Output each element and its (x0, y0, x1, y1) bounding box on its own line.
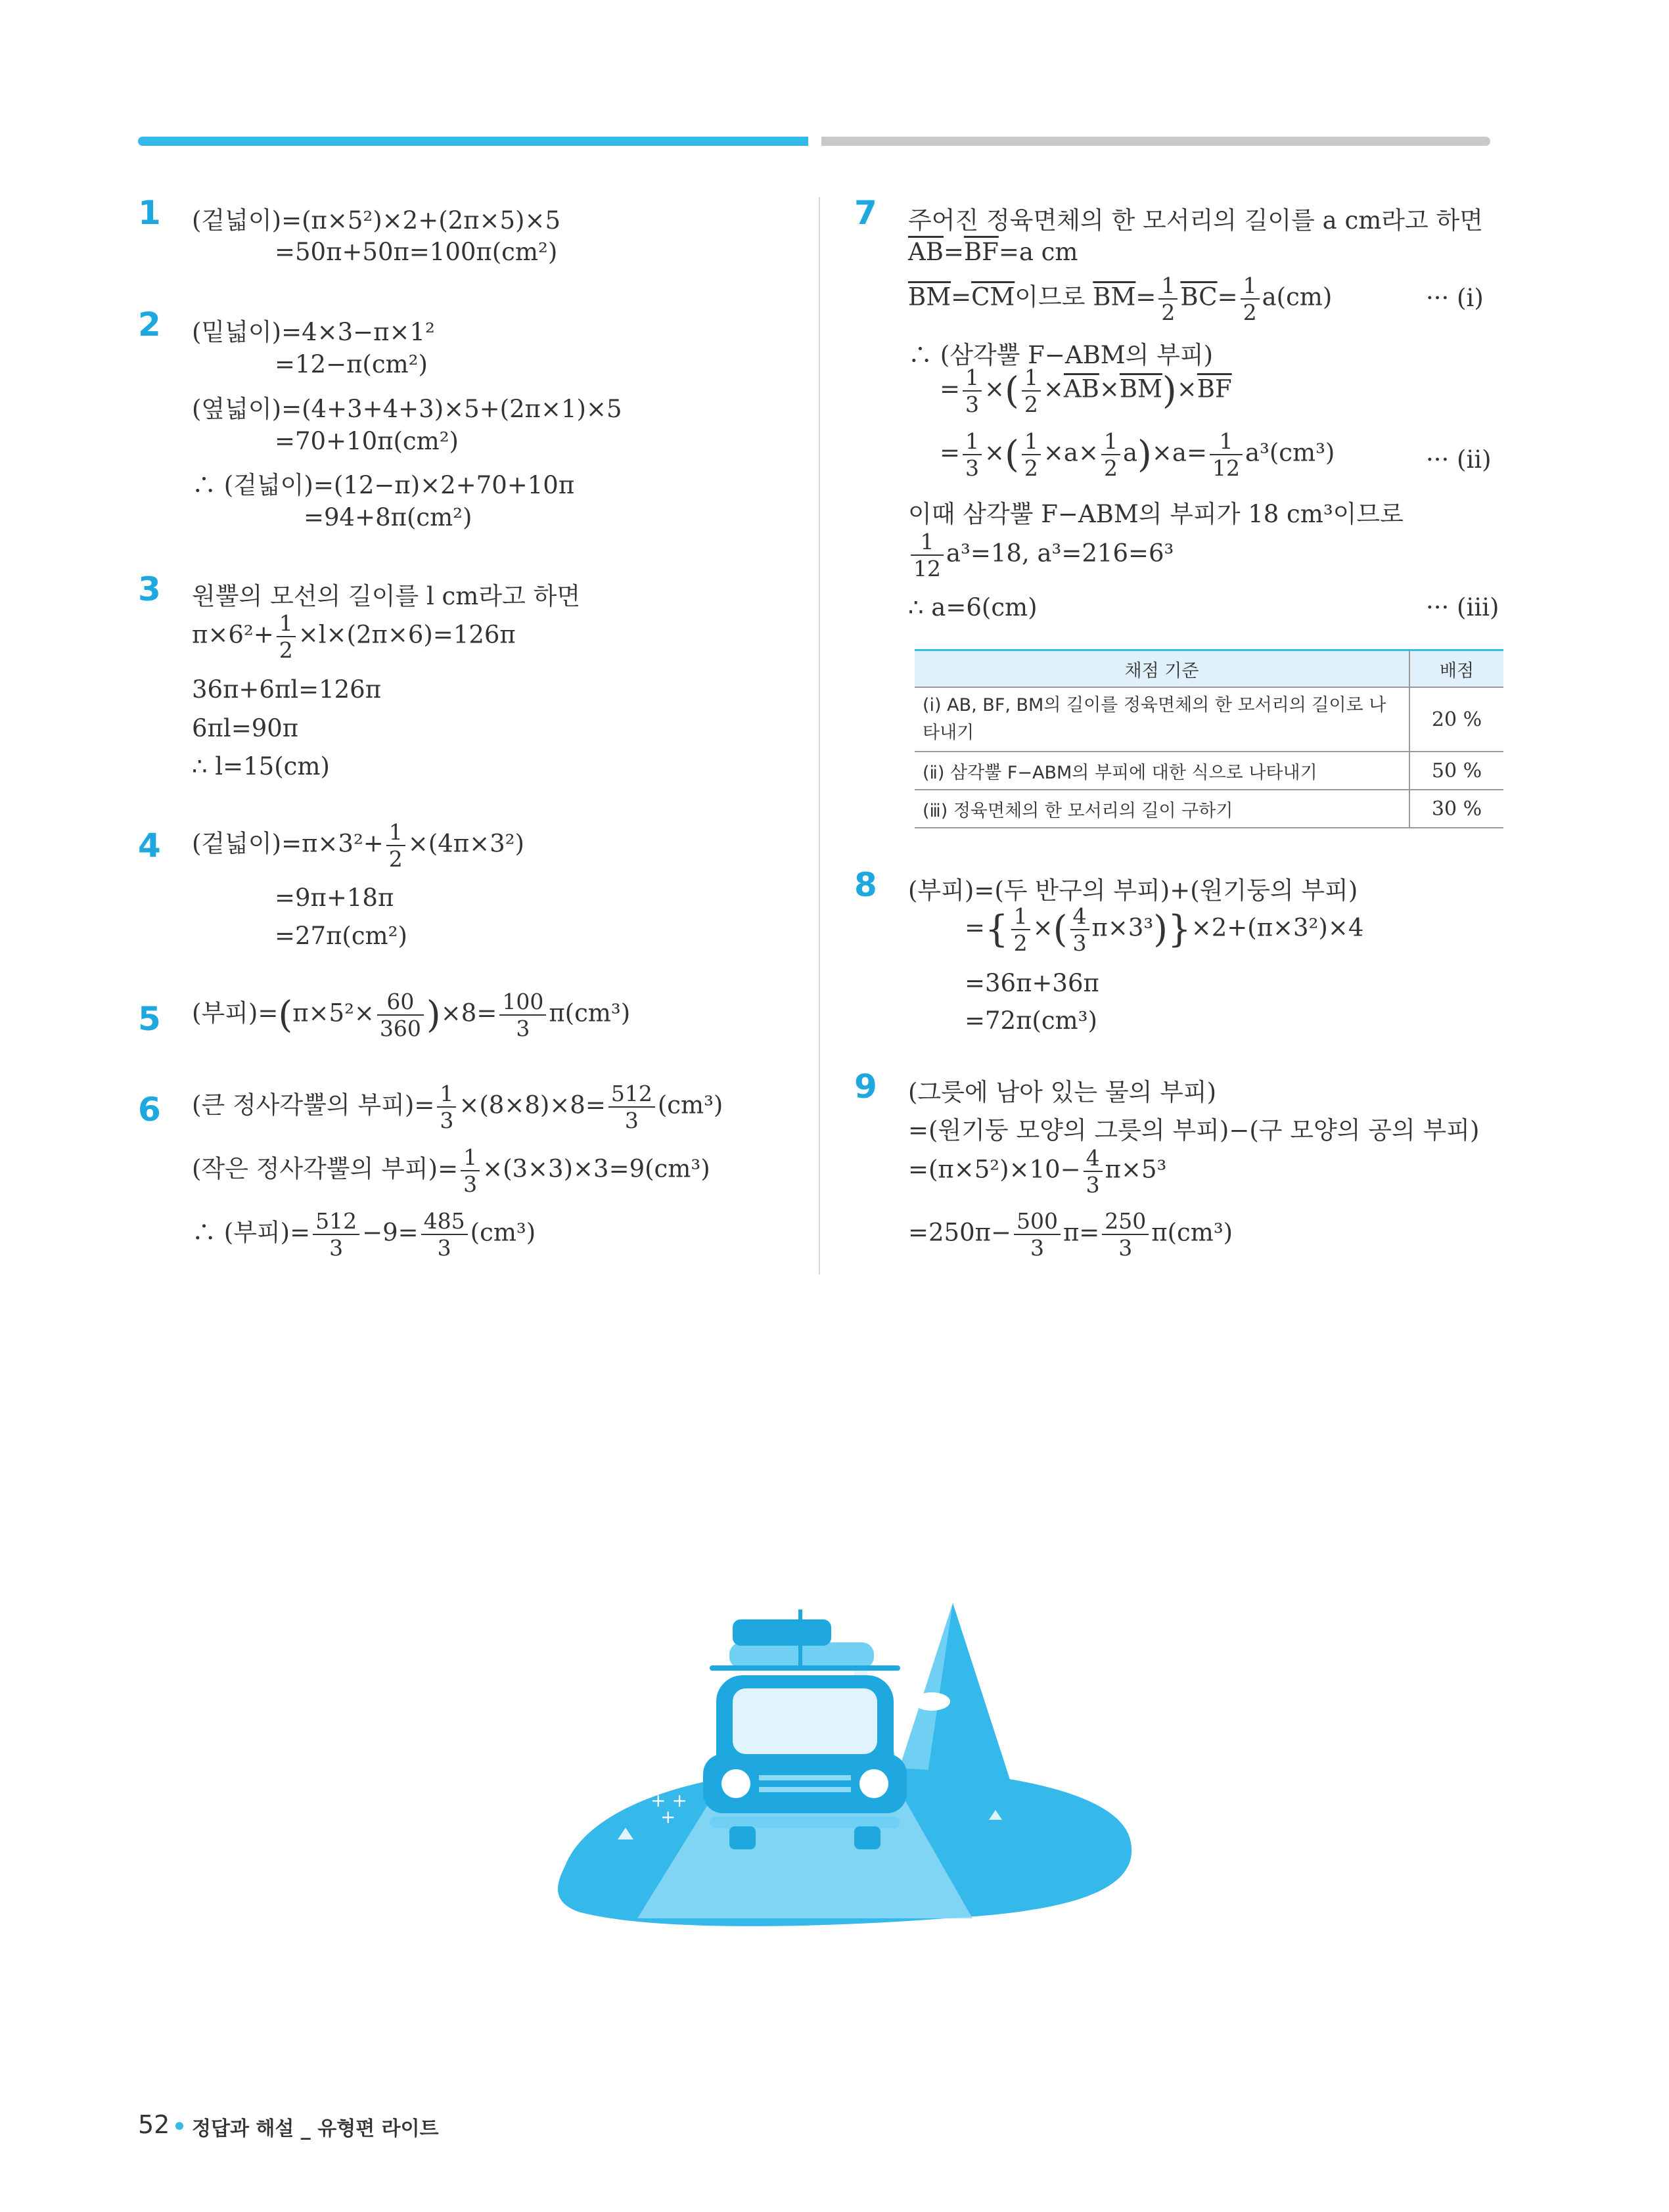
p4-line-2: =9π+18π (275, 884, 394, 912)
p3-line-2: π×6²+ $\frac{1}{2}$ ×l×(2π×6)=126π (192, 610, 516, 663)
p7-line-6: = $\frac{1}{3}$ ×( $\frac{1}{2}$ ×a× $\frac{1}{2}$ a)×a= $\frac{1}{12}$ a³(cm³) (940, 428, 1335, 481)
p7-line-1: 주어진 정육면체의 한 모서리의 길이를 a cm라고 하면 (908, 206, 1484, 235)
p7-tag-1: ··· (ⅰ) (1426, 284, 1484, 312)
p2-line-6: =94+8π(cm²) (304, 503, 472, 531)
problem-number-3: 3 (138, 570, 161, 608)
table-row (915, 687, 1503, 752)
p8-line-3: =36π+36π (965, 969, 1099, 997)
footer-title: 정답과 해설 _ 유형편 라이트 (192, 2117, 439, 2140)
problem-number-7: 7 (854, 194, 877, 232)
column-divider (819, 197, 820, 1275)
points-cell: 20 % (1409, 687, 1503, 752)
p7-line-7: 이때 삼각뿔 F−ABM의 부피가 18 cm³이므로 (908, 500, 1404, 528)
p3-line-5: ∴ l=15(cm) (192, 752, 330, 780)
footer-bullet-icon (175, 2122, 183, 2130)
p5-line-1: (부피)=(π×5²× $\frac{60}{360}$ )×8= $\frac{100}{3}$ π(cm³) (192, 989, 631, 1041)
problem-number-8: 8 (854, 866, 877, 904)
p2-line-2: =12−π(cm²) (275, 350, 428, 378)
p8-line-2: ={ $\frac{1}{2}$ ×( $\frac{4}{3}$ π×3³)}×2+(π×3²)×4 (965, 903, 1364, 956)
p8-line-4: =72π(cm³) (965, 1006, 1097, 1035)
p6-line-2: (작은 정사각뿔의 부피)= $\frac{1}{3}$ ×(3×3)×3=9(cm³) (192, 1144, 710, 1197)
p2-line-1: (밑넓이)=4×3−π×1² (192, 318, 435, 346)
p2-line-3: (옆넓이)=(4+3+4+3)×5+(2π×1)×5 (192, 395, 622, 423)
p7-tag-3: ··· (ⅲ) (1426, 593, 1499, 621)
p7-line-2: $\overline{AB}=\overline{BF}=a$ cm (908, 238, 1078, 266)
problem-number-2: 2 (138, 305, 161, 344)
table-header-points: 배점 (1409, 650, 1503, 688)
svg-text:+: + (660, 1806, 676, 1828)
problem-number-5: 5 (138, 1000, 161, 1038)
p9-line-2: =(원기둥 모양의 그릇의 부피)−(구 모양의 공의 부피) (908, 1116, 1480, 1144)
p6-line-3: ∴ (부피)= $\frac{512}{3}$ −9= $\frac{485}{3}$ (cm³) (192, 1208, 536, 1261)
p4-line-1: (겉넓이)=π×3²+ $\frac{1}{2}$ ×(4π×3²) (192, 819, 524, 872)
p8-line-1: (부피)=(두 반구의 부피)+(원기둥의 부피) (908, 876, 1358, 905)
criterion-cell: (ⅱ) 삼각뿔 F−ABM의 부피에 대한 식으로 나타내기 (915, 752, 1409, 790)
header-bar-gray (821, 137, 1490, 146)
scoring-table (915, 649, 1503, 828)
problem-number-1: 1 (138, 194, 161, 232)
problem-number-4: 4 (138, 826, 161, 865)
table-row (915, 752, 1503, 790)
points-cell: 30 % (1409, 790, 1503, 828)
p4-line-3: =27π(cm²) (275, 922, 407, 950)
p9-line-4: =250π− $\frac{500}{3}$ π= $\frac{250}{3}$ π(cm³) (908, 1208, 1233, 1261)
criterion-cell: (ⅲ) 정육면체의 한 모서리의 길이 구하기 (915, 790, 1409, 828)
p9-line-1: (그릇에 남아 있는 물의 부피) (908, 1078, 1217, 1106)
p6-line-1: (큰 정사각뿔의 부피)= $\frac{1}{3}$ ×(8×8)×8= $\frac{512}{3}$ (cm³) (192, 1081, 723, 1133)
page-number: 52 (138, 2110, 170, 2139)
table-header-criterion: 채점 기준 (915, 650, 1409, 688)
problem-number-9: 9 (854, 1068, 877, 1106)
p7-tag-2: ··· (ⅱ) (1426, 445, 1492, 474)
p7-line-4: ∴ (삼각뿔 F−ABM의 부피) (908, 341, 1214, 369)
car-mountain-illustration (552, 1603, 1143, 1931)
p7-line-3: $\overline{BM}=\overline{CM}$이므로 $\overline{BM}=$ $\frac{1}{2}$ $\overline{BC}=$ $\frac{1}{2}$ a(cm) (908, 273, 1333, 325)
p9-line-3: =(π×5²)×10− $\frac{4}{3}$ π×5³ (908, 1145, 1167, 1198)
p7-line-8: $\frac{1}{12}$ a³=18, a³=216=6³ (908, 531, 1174, 579)
header-bar-blue (138, 137, 808, 146)
p2-line-4: =70+10π(cm²) (275, 427, 459, 455)
criterion-cell: (ⅰ) AB, BF, BM의 길이를 정육면체의 한 모서리의 길이로 나타내기 (915, 687, 1409, 752)
p1-line-1: (겉넓이)=(π×5²)×2+(2π×5)×5 (192, 206, 561, 235)
p1-line-2: =50π+50π=100π(cm²) (275, 238, 558, 266)
p7-line-9: ∴ a=6(cm) (908, 593, 1038, 621)
problem-number-6: 6 (138, 1091, 161, 1129)
svg-text:+ +: + + (651, 1790, 687, 1811)
p3-line-4: 6πl=90π (192, 714, 299, 742)
points-cell: 50 % (1409, 752, 1503, 790)
p2-line-5: ∴ (겉넓이)=(12−π)×2+70+10π (192, 471, 575, 499)
p3-line-3: 36π+6πl=126π (192, 675, 382, 704)
table-row (915, 790, 1503, 828)
p7-line-5: = $\frac{1}{3}$ ×( $\frac{1}{2}$ $\times\overline{AB}\times\overline{BM})\times\overline{BF}$ (940, 365, 1232, 417)
p3-line-1: 원뿔의 모선의 길이를 l cm라고 하면 (192, 582, 581, 610)
